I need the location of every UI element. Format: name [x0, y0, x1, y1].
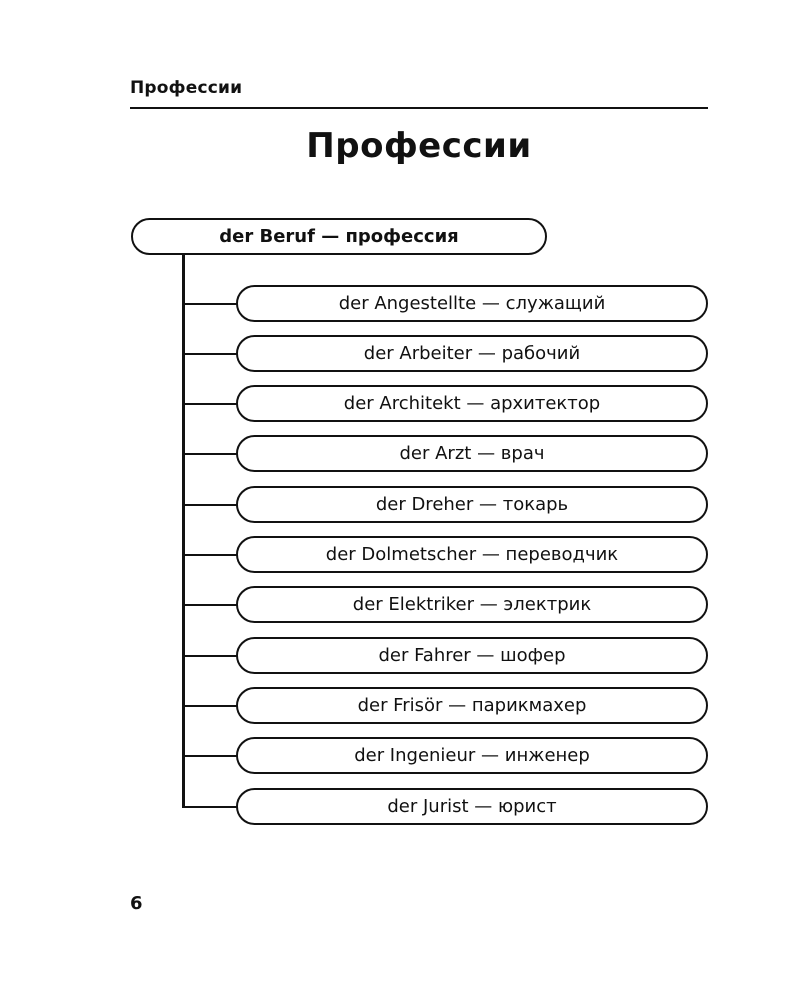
term-box: der Frisör — парикмахер — [236, 687, 708, 724]
term-box: der Arzt — врач — [236, 435, 708, 472]
term-box: der Dreher — токарь — [236, 486, 708, 523]
term-box: der Architekt — архитектор — [236, 385, 708, 422]
tree-branch-line — [182, 353, 237, 355]
page-title: Профессии — [306, 126, 532, 166]
term-box: der Ingenieur — инженер — [236, 737, 708, 774]
term-box: der Fahrer — шофер — [236, 637, 708, 674]
tree-branch-line — [182, 453, 237, 455]
tree-branch-line — [182, 755, 237, 757]
page-number: 6 — [130, 893, 143, 914]
term-box: der Dolmetscher — переводчик — [236, 536, 708, 573]
tree-branch-line — [182, 303, 237, 305]
term-box: der Arbeiter — рабочий — [236, 335, 708, 372]
term-box: der Jurist — юрист — [236, 788, 708, 825]
tree-trunk-line — [182, 255, 185, 808]
tree-branch-line — [182, 504, 237, 506]
term-box: der Elektriker — электрик — [236, 586, 708, 623]
tree-branch-line — [182, 604, 237, 606]
tree-branch-line — [182, 705, 237, 707]
running-header: Профессии — [130, 78, 243, 98]
tree-branch-line — [182, 554, 237, 556]
root-term-box: der Beruf — профессия — [131, 218, 547, 255]
term-box: der Angestellte — служащий — [236, 285, 708, 322]
tree-branch-line — [182, 403, 237, 405]
tree-branch-line — [182, 655, 237, 657]
tree-branch-line — [182, 806, 237, 808]
header-rule — [130, 107, 708, 109]
